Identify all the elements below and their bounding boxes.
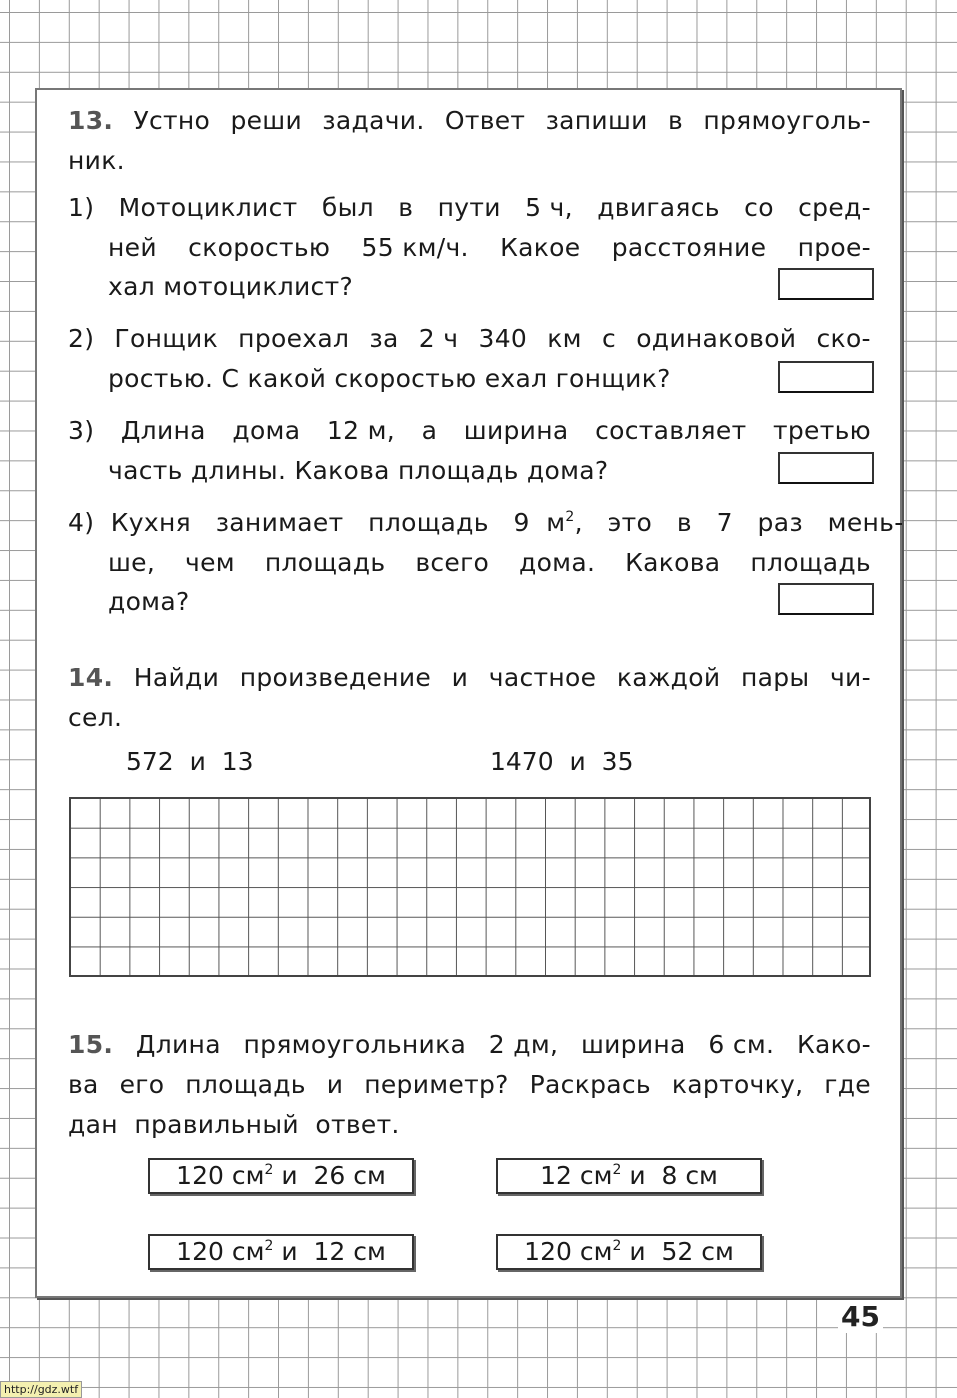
word: км <box>547 324 582 353</box>
answer-card-3[interactable] <box>148 1234 414 1270</box>
word: 2 дм, <box>488 1030 559 1059</box>
superscript: 2 <box>612 1238 622 1254</box>
word: сред- <box>798 193 871 222</box>
word: прямоугольника <box>243 1030 467 1059</box>
problem1-line3: хал мотоциклист? <box>108 272 354 301</box>
task13-header <box>68 106 871 136</box>
word: периметр? <box>364 1070 509 1099</box>
word: 340 <box>478 324 528 353</box>
word: площадь <box>185 1070 306 1099</box>
card-text: 120 см <box>176 1237 265 1266</box>
card-text: 120 см <box>524 1237 613 1266</box>
work-grid[interactable] <box>69 797 871 977</box>
answer-card-4[interactable] <box>496 1234 762 1270</box>
task-number: 13. <box>68 106 114 135</box>
task15-line3: дан правильный ответ. <box>68 1110 400 1139</box>
card-text: и 52 см <box>621 1237 734 1266</box>
number-pair-1: 572 и 13 <box>126 747 254 776</box>
problem1-line1 <box>68 193 871 223</box>
word: ширина <box>463 416 569 445</box>
word: задачи. <box>322 106 425 135</box>
word: ней <box>108 233 157 262</box>
task14-header-cont: сел. <box>68 703 123 732</box>
word: площадь <box>750 548 871 577</box>
word: пары <box>740 663 810 692</box>
word: произведение <box>239 663 432 692</box>
number-pair-2: 1470 и 35 <box>490 747 634 776</box>
answer-box-2[interactable] <box>778 361 874 393</box>
word: Раскрась <box>529 1070 651 1099</box>
word: 6 см. <box>708 1030 775 1059</box>
task-number: 15. <box>68 1030 114 1059</box>
word: Мотоциклист <box>118 193 298 222</box>
answer-box-3[interactable] <box>778 452 874 484</box>
word: третью <box>773 416 871 445</box>
word: со <box>744 193 774 222</box>
word: карточку, <box>671 1070 804 1099</box>
problem2-line1 <box>68 324 871 354</box>
problem2-line2: ростью. С какой скоростью ехал гонщик? <box>108 364 671 393</box>
word: частное <box>488 663 597 692</box>
word: каждой <box>616 663 721 692</box>
task15-line2 <box>68 1070 871 1100</box>
word: за <box>369 324 399 353</box>
word: 3) <box>68 416 95 445</box>
answer-box-4[interactable] <box>778 583 874 615</box>
word: 55 км/ч. <box>361 233 469 262</box>
superscript: 2 <box>565 509 575 525</box>
superscript: 2 <box>264 1238 274 1254</box>
answer-card-2[interactable] <box>496 1158 762 1194</box>
text-fragment: , это в 7 раз мень- <box>574 508 904 537</box>
word: в <box>398 193 414 222</box>
word: с <box>601 324 617 353</box>
word: и <box>326 1070 344 1099</box>
word: Длина <box>120 416 206 445</box>
word: Найди <box>133 663 220 692</box>
word: одинаковой <box>636 324 797 353</box>
word: площадь <box>264 548 386 577</box>
word: Устно <box>133 106 211 135</box>
word: 2) <box>68 324 95 353</box>
word: и <box>451 663 469 692</box>
word: в <box>668 106 684 135</box>
word: прое- <box>797 233 871 262</box>
word: где <box>824 1070 871 1099</box>
text-fragment: 4) Кухня занимает площадь 9 м <box>68 508 566 537</box>
task15-header <box>68 1030 871 1060</box>
problem4-line2 <box>108 548 871 578</box>
word: проехал <box>238 324 350 353</box>
word: Како- <box>796 1030 871 1059</box>
word: прямоуголь- <box>703 106 871 135</box>
word: 2 ч <box>418 324 459 353</box>
word: был <box>321 193 374 222</box>
answer-card-1[interactable] <box>148 1158 414 1194</box>
superscript: 2 <box>264 1162 274 1178</box>
word: всего <box>415 548 490 577</box>
card-text: 12 см <box>540 1161 613 1190</box>
problem3-line1 <box>68 416 871 446</box>
card-text: 120 см <box>176 1161 265 1190</box>
task14-header <box>68 663 871 693</box>
word: ширина <box>580 1030 686 1059</box>
word: запиши <box>545 106 648 135</box>
word: дома. <box>519 548 596 577</box>
word: Гонщик <box>114 324 219 353</box>
task13-header-cont: ник. <box>68 146 125 175</box>
word: реши <box>230 106 303 135</box>
word: Какова <box>625 548 721 577</box>
task-number: 14. <box>68 663 114 692</box>
answer-box-1[interactable] <box>778 268 874 300</box>
word: пути <box>437 193 501 222</box>
watermark-link[interactable]: http://gdz.wtf <box>0 1381 82 1398</box>
word: дома <box>232 416 301 445</box>
card-text: и 12 см <box>273 1237 386 1266</box>
word: Ответ <box>444 106 526 135</box>
word: чи- <box>829 663 871 692</box>
word: скоростью <box>188 233 331 262</box>
superscript: 2 <box>612 1162 622 1178</box>
word: ва <box>68 1070 99 1099</box>
word: ско- <box>816 324 871 353</box>
problem4-line3: дома? <box>108 587 190 616</box>
word: составляет <box>595 416 747 445</box>
word: двигаясь <box>597 193 720 222</box>
word: чем <box>185 548 235 577</box>
word: Длина <box>135 1030 221 1059</box>
word: расстояние <box>611 233 767 262</box>
problem1-line2 <box>108 233 871 263</box>
word: Какое <box>500 233 581 262</box>
card-text: и 26 см <box>273 1161 386 1190</box>
card-text: и 8 см <box>621 1161 718 1190</box>
word: 5 ч, <box>525 193 573 222</box>
word: ше, <box>108 548 156 577</box>
problem3-line2: часть длины. Какова площадь дома? <box>108 456 609 485</box>
page-number: 45 <box>838 1300 883 1333</box>
word: его <box>119 1070 165 1099</box>
problem4-line1 <box>68 508 904 538</box>
word: 12 м, <box>326 416 395 445</box>
word: 1) <box>68 193 95 222</box>
word: а <box>421 416 438 445</box>
